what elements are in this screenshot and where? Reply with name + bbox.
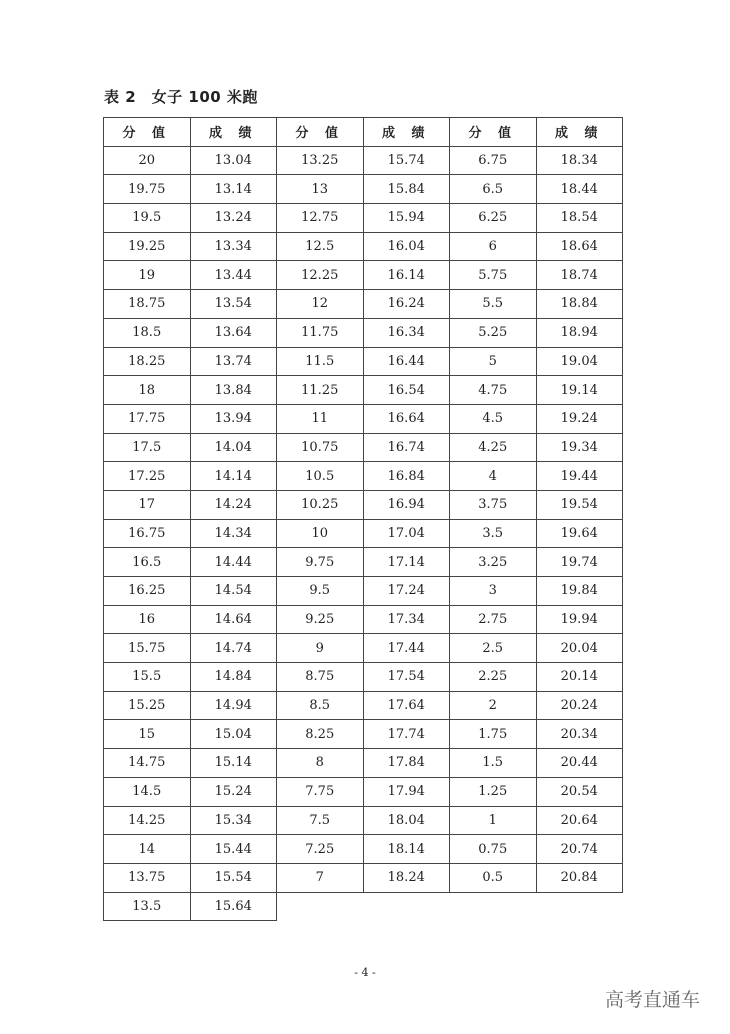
table-row bbox=[104, 204, 623, 233]
score-cell: 1.5 bbox=[450, 749, 537, 778]
score-cell: 1.75 bbox=[450, 720, 537, 749]
result-cell: 18.84 bbox=[536, 290, 623, 319]
result-cell: 17.94 bbox=[363, 777, 450, 806]
result-cell: 14.84 bbox=[190, 663, 277, 692]
result-cell: 15.24 bbox=[190, 777, 277, 806]
result-cell: 20.54 bbox=[536, 777, 623, 806]
result-cell: 17.44 bbox=[363, 634, 450, 663]
score-cell: 14.5 bbox=[104, 777, 191, 806]
table-row bbox=[104, 462, 623, 491]
result-cell: 20.64 bbox=[536, 806, 623, 835]
result-cell: 20.24 bbox=[536, 691, 623, 720]
result-cell: 13.24 bbox=[190, 204, 277, 233]
score-cell: 4 bbox=[450, 462, 537, 491]
result-cell: 13.64 bbox=[190, 318, 277, 347]
result-cell: 17.34 bbox=[363, 605, 450, 634]
score-cell: 14.75 bbox=[104, 749, 191, 778]
table-row bbox=[104, 749, 623, 778]
score-cell: 3 bbox=[450, 577, 537, 606]
result-cell: 14.64 bbox=[190, 605, 277, 634]
result-cell: 20.84 bbox=[536, 863, 623, 892]
result-cell: 19.64 bbox=[536, 519, 623, 548]
result-cell: 13.74 bbox=[190, 347, 277, 376]
table-row bbox=[104, 577, 623, 606]
result-cell: 14.94 bbox=[190, 691, 277, 720]
score-cell: 15.25 bbox=[104, 691, 191, 720]
result-cell: 15.94 bbox=[363, 204, 450, 233]
result-cell: 16.74 bbox=[363, 433, 450, 462]
header-result: 成 绩 bbox=[536, 118, 623, 147]
score-cell: 11 bbox=[277, 404, 364, 433]
score-cell: 18 bbox=[104, 376, 191, 405]
score-cell: 14 bbox=[104, 835, 191, 864]
score-cell: 16.75 bbox=[104, 519, 191, 548]
header-score: 分 值 bbox=[104, 118, 191, 147]
table-row bbox=[104, 232, 623, 261]
watermark: 高考直通车 bbox=[604, 989, 700, 1011]
score-cell: 11.75 bbox=[277, 318, 364, 347]
score-cell: 6.25 bbox=[450, 204, 537, 233]
score-table bbox=[103, 117, 623, 921]
header-score: 分 值 bbox=[450, 118, 537, 147]
score-cell: 0.75 bbox=[450, 835, 537, 864]
score-cell: 15 bbox=[104, 720, 191, 749]
score-cell: 10.5 bbox=[277, 462, 364, 491]
result-cell: 17.84 bbox=[363, 749, 450, 778]
score-cell: 2 bbox=[450, 691, 537, 720]
score-cell: 20 bbox=[104, 146, 191, 175]
table-row bbox=[104, 663, 623, 692]
result-cell: 15.14 bbox=[190, 749, 277, 778]
table-row bbox=[104, 777, 623, 806]
table-row bbox=[104, 691, 623, 720]
result-cell: 13.34 bbox=[190, 232, 277, 261]
score-cell: 8.75 bbox=[277, 663, 364, 692]
score-cell: 0.5 bbox=[450, 863, 537, 892]
score-cell: 13.5 bbox=[104, 892, 191, 921]
score-cell: 8 bbox=[277, 749, 364, 778]
score-cell: 12.5 bbox=[277, 232, 364, 261]
table-row bbox=[104, 634, 623, 663]
result-cell: 13.94 bbox=[190, 404, 277, 433]
result-cell: 14.34 bbox=[190, 519, 277, 548]
result-cell: 13.14 bbox=[190, 175, 277, 204]
result-cell: 13.44 bbox=[190, 261, 277, 290]
score-cell: 9 bbox=[277, 634, 364, 663]
result-cell: 16.84 bbox=[363, 462, 450, 491]
score-cell: 8.25 bbox=[277, 720, 364, 749]
score-cell: 7.5 bbox=[277, 806, 364, 835]
table-body bbox=[104, 146, 623, 921]
score-cell: 1.25 bbox=[450, 777, 537, 806]
result-cell: 18.14 bbox=[363, 835, 450, 864]
result-cell: 15.64 bbox=[190, 892, 277, 921]
table-row bbox=[104, 261, 623, 290]
result-cell: 15.34 bbox=[190, 806, 277, 835]
result-cell: 14.24 bbox=[190, 490, 277, 519]
score-cell: 16.25 bbox=[104, 577, 191, 606]
score-cell: 3.75 bbox=[450, 490, 537, 519]
result-cell: 20.74 bbox=[536, 835, 623, 864]
result-cell: 19.04 bbox=[536, 347, 623, 376]
result-cell: 18.74 bbox=[536, 261, 623, 290]
score-cell: 10.25 bbox=[277, 490, 364, 519]
result-cell: 19.34 bbox=[536, 433, 623, 462]
score-cell: 17.25 bbox=[104, 462, 191, 491]
empty-cell bbox=[363, 892, 450, 921]
result-cell: 19.54 bbox=[536, 490, 623, 519]
result-cell: 18.44 bbox=[536, 175, 623, 204]
result-cell: 19.74 bbox=[536, 548, 623, 577]
result-cell: 17.74 bbox=[363, 720, 450, 749]
score-cell: 5 bbox=[450, 347, 537, 376]
empty-cell bbox=[536, 892, 623, 921]
score-cell: 13 bbox=[277, 175, 364, 204]
table-row bbox=[104, 548, 623, 577]
score-cell: 17.5 bbox=[104, 433, 191, 462]
score-cell: 15.5 bbox=[104, 663, 191, 692]
score-cell: 5.5 bbox=[450, 290, 537, 319]
result-cell: 14.14 bbox=[190, 462, 277, 491]
result-cell: 13.84 bbox=[190, 376, 277, 405]
score-cell: 2.75 bbox=[450, 605, 537, 634]
score-cell: 9.75 bbox=[277, 548, 364, 577]
score-cell: 7.75 bbox=[277, 777, 364, 806]
score-cell: 2.5 bbox=[450, 634, 537, 663]
result-cell: 16.34 bbox=[363, 318, 450, 347]
result-cell: 16.24 bbox=[363, 290, 450, 319]
result-cell: 18.04 bbox=[363, 806, 450, 835]
score-cell: 7.25 bbox=[277, 835, 364, 864]
score-cell: 6 bbox=[450, 232, 537, 261]
result-cell: 15.74 bbox=[363, 146, 450, 175]
score-cell: 14.25 bbox=[104, 806, 191, 835]
empty-cell bbox=[277, 892, 364, 921]
header-result: 成 绩 bbox=[363, 118, 450, 147]
result-cell: 20.04 bbox=[536, 634, 623, 663]
score-cell: 16.5 bbox=[104, 548, 191, 577]
result-cell: 20.34 bbox=[536, 720, 623, 749]
score-cell: 10.75 bbox=[277, 433, 364, 462]
score-cell: 17.75 bbox=[104, 404, 191, 433]
table-row bbox=[104, 347, 623, 376]
score-cell: 9.25 bbox=[277, 605, 364, 634]
result-cell: 18.24 bbox=[363, 863, 450, 892]
score-cell: 5.75 bbox=[450, 261, 537, 290]
result-cell: 16.94 bbox=[363, 490, 450, 519]
table-row bbox=[104, 835, 623, 864]
table-row bbox=[104, 404, 623, 433]
score-cell: 3.25 bbox=[450, 548, 537, 577]
result-cell: 19.14 bbox=[536, 376, 623, 405]
header-score: 分 值 bbox=[277, 118, 364, 147]
table-row bbox=[104, 146, 623, 175]
score-cell: 12.75 bbox=[277, 204, 364, 233]
result-cell: 14.04 bbox=[190, 433, 277, 462]
result-cell: 14.54 bbox=[190, 577, 277, 606]
score-cell: 19.25 bbox=[104, 232, 191, 261]
result-cell: 19.84 bbox=[536, 577, 623, 606]
result-cell: 20.44 bbox=[536, 749, 623, 778]
table-row bbox=[104, 433, 623, 462]
table-row bbox=[104, 290, 623, 319]
score-cell: 19.5 bbox=[104, 204, 191, 233]
result-cell: 17.14 bbox=[363, 548, 450, 577]
result-cell: 19.44 bbox=[536, 462, 623, 491]
score-cell: 17 bbox=[104, 490, 191, 519]
result-cell: 18.64 bbox=[536, 232, 623, 261]
score-cell: 4.5 bbox=[450, 404, 537, 433]
table-row bbox=[104, 490, 623, 519]
score-cell: 18.5 bbox=[104, 318, 191, 347]
score-cell: 13.25 bbox=[277, 146, 364, 175]
score-cell: 15.75 bbox=[104, 634, 191, 663]
result-cell: 17.64 bbox=[363, 691, 450, 720]
result-cell: 17.24 bbox=[363, 577, 450, 606]
result-cell: 16.44 bbox=[363, 347, 450, 376]
result-cell: 17.54 bbox=[363, 663, 450, 692]
result-cell: 16.64 bbox=[363, 404, 450, 433]
result-cell: 16.54 bbox=[363, 376, 450, 405]
result-cell: 14.74 bbox=[190, 634, 277, 663]
table-title: 表 2 女子 100 米跑 bbox=[104, 88, 258, 106]
score-cell: 19.75 bbox=[104, 175, 191, 204]
result-cell: 15.04 bbox=[190, 720, 277, 749]
score-cell: 5.25 bbox=[450, 318, 537, 347]
score-cell: 19 bbox=[104, 261, 191, 290]
result-cell: 16.04 bbox=[363, 232, 450, 261]
score-cell: 4.75 bbox=[450, 376, 537, 405]
table-row bbox=[104, 605, 623, 634]
score-cell: 12 bbox=[277, 290, 364, 319]
score-cell: 9.5 bbox=[277, 577, 364, 606]
score-cell: 13.75 bbox=[104, 863, 191, 892]
table-header-row bbox=[104, 118, 623, 147]
table-row bbox=[104, 519, 623, 548]
result-cell: 17.04 bbox=[363, 519, 450, 548]
score-cell: 6.5 bbox=[450, 175, 537, 204]
result-cell: 14.44 bbox=[190, 548, 277, 577]
result-cell: 13.04 bbox=[190, 146, 277, 175]
score-cell: 12.25 bbox=[277, 261, 364, 290]
score-cell: 11.5 bbox=[277, 347, 364, 376]
score-cell: 18.75 bbox=[104, 290, 191, 319]
result-cell: 20.14 bbox=[536, 663, 623, 692]
score-cell: 16 bbox=[104, 605, 191, 634]
table-row bbox=[104, 806, 623, 835]
page-number: - 4 - bbox=[354, 966, 376, 979]
table-row bbox=[104, 318, 623, 347]
score-cell: 8.5 bbox=[277, 691, 364, 720]
empty-cell bbox=[450, 892, 537, 921]
table-row bbox=[104, 892, 623, 921]
table-row bbox=[104, 376, 623, 405]
result-cell: 19.24 bbox=[536, 404, 623, 433]
score-cell: 4.25 bbox=[450, 433, 537, 462]
result-cell: 13.54 bbox=[190, 290, 277, 319]
result-cell: 19.94 bbox=[536, 605, 623, 634]
score-cell: 11.25 bbox=[277, 376, 364, 405]
header-result: 成 绩 bbox=[190, 118, 277, 147]
score-cell: 10 bbox=[277, 519, 364, 548]
result-cell: 15.44 bbox=[190, 835, 277, 864]
table-row bbox=[104, 720, 623, 749]
table-row bbox=[104, 175, 623, 204]
result-cell: 15.54 bbox=[190, 863, 277, 892]
score-cell: 6.75 bbox=[450, 146, 537, 175]
result-cell: 18.34 bbox=[536, 146, 623, 175]
table-row bbox=[104, 863, 623, 892]
result-cell: 15.84 bbox=[363, 175, 450, 204]
result-cell: 16.14 bbox=[363, 261, 450, 290]
result-cell: 18.54 bbox=[536, 204, 623, 233]
score-cell: 3.5 bbox=[450, 519, 537, 548]
score-cell: 18.25 bbox=[104, 347, 191, 376]
score-cell: 7 bbox=[277, 863, 364, 892]
score-cell: 2.25 bbox=[450, 663, 537, 692]
score-cell: 1 bbox=[450, 806, 537, 835]
result-cell: 18.94 bbox=[536, 318, 623, 347]
